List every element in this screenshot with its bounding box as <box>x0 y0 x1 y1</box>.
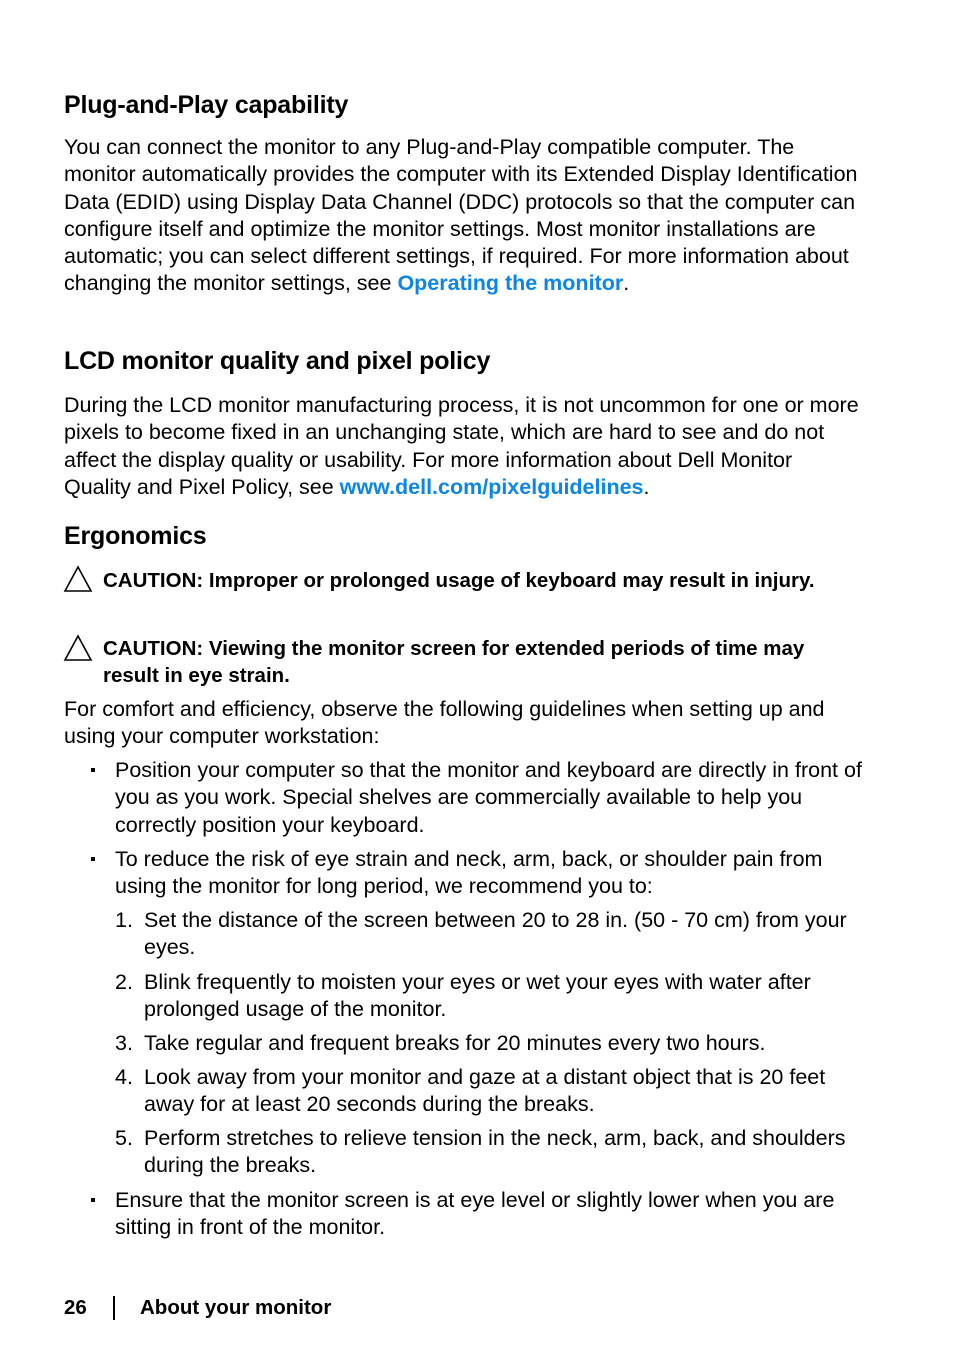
step-item: Blink frequently to moisten your eyes or wet your eyes with water after prolonged usage of the monitor. <box>144 970 811 1022</box>
caution-icon <box>63 565 93 593</box>
list-item: To reduce the risk of eye strain and neck, arm, back, or shoulder pain from using the monitor for long period, we recommend you to: <box>115 847 823 899</box>
bullet-icon <box>91 768 95 772</box>
pixel-guidelines-link[interactable]: www.dell.com/pixelguidelines <box>339 474 644 499</box>
ergonomics-intro: For comfort and efficiency, observe the following guidelines when setting up and using your computer workstation: <box>64 697 825 749</box>
lcd-quality-paragraph <box>64 392 864 501</box>
step-number: 1. <box>115 908 133 932</box>
step-number: 5. <box>115 1126 133 1150</box>
step-item: Perform stretches to relieve tension in the neck, arm, back, and shoulders during the breaks. <box>144 1126 846 1178</box>
step-number: 3. <box>115 1031 133 1055</box>
lcd-quality-text: During the LCD monitor manufacturing process, it is not uncommon for one or more pixels to become fixed in an unchanging state, which are hard to see and do not affect the display quality or usability. For more information about Dell Monitor Quality and Pixel Policy, see <box>64 393 859 499</box>
bullet-icon <box>91 1198 95 1202</box>
step-item: Set the distance of the screen between 20 to 28 in. (50 - 70 cm) from your eyes. <box>144 908 847 960</box>
footer-divider <box>113 1296 115 1320</box>
plug-and-play-suffix: . <box>623 271 630 296</box>
caution-keyboard: CAUTION: Improper or prolonged usage of keyboard may result in injury. <box>103 569 815 592</box>
lcd-quality-heading: LCD monitor quality and pixel policy <box>64 347 491 375</box>
plug-and-play-heading: Plug-and-Play capability <box>64 91 349 119</box>
step-item: Take regular and frequent breaks for 20 minutes every two hours. <box>144 1031 766 1055</box>
page-number: 26 <box>64 1296 87 1319</box>
lcd-quality-suffix: . <box>643 474 650 499</box>
footer-section-title: About your monitor <box>140 1296 332 1319</box>
list-item: Position your computer so that the monitor and keyboard are directly in front of you as you work. Special shelves are commercially available to help you correctly position your keyboard. <box>115 758 862 837</box>
list-item: Ensure that the monitor screen is at eye level or slightly lower when you are sitting in front of the monitor. <box>115 1188 835 1240</box>
caution-icon <box>63 634 93 662</box>
caution-eye-strain: CAUTION: Viewing the monitor screen for extended periods of time may result in eye strain. <box>103 637 805 687</box>
plug-and-play-paragraph <box>64 134 864 298</box>
ergonomics-heading: Ergonomics <box>64 522 207 550</box>
step-number: 2. <box>115 970 133 994</box>
step-item: Look away from your monitor and gaze at a distant object that is 20 feet away for at least 20 seconds during the breaks. <box>144 1065 826 1117</box>
bullet-icon <box>91 857 95 861</box>
step-number: 4. <box>115 1065 133 1089</box>
operating-the-monitor-link[interactable]: Operating the monitor <box>397 271 624 296</box>
plug-and-play-text: You can connect the monitor to any Plug-and-Play compatible computer. The monitor automatically provides the computer with its Extended Display Identification Data (EDID) using Display Data Channel (DDC) protocols so that the computer can configure itself and optimize the monitor settings. Most monitor installations are automatic; you can select different settings, if required. For more information about changing the monitor settings, see <box>64 135 858 296</box>
